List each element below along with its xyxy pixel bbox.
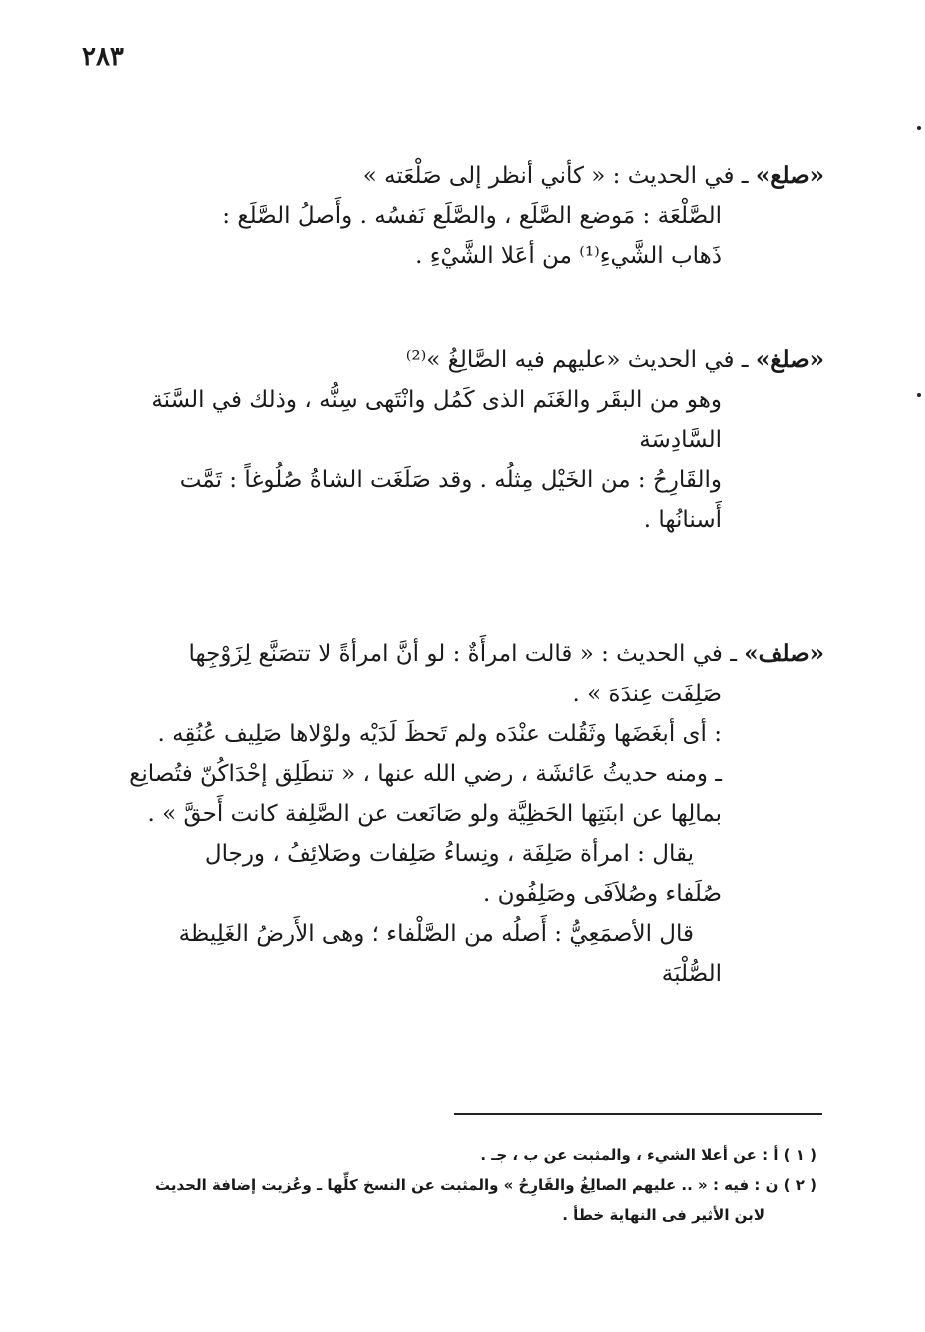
entry-headword: «صلع» <box>755 162 824 189</box>
entry-line: ـ في الحديث : « كأني أنظر إلى صَلْعَته » <box>362 163 749 189</box>
entry-line: بمالِها عن ابنَتِها الحَظِيَّة ولو صَانَعت عن الصَّلِفة كانت أَحقَّ » . <box>147 801 722 827</box>
entry-line: ـ في الحديث «عليهم فيه الصَّالِغُ »⁽²⁾ <box>405 347 749 373</box>
entry-line: السَّادِسَة <box>639 427 722 453</box>
entry-line: قال الأصمَعِيُّ : أَصلُه من الصَّلْفاء ؛ وهى الأَرضُ الغَلِيظة <box>178 921 694 947</box>
margin-dot <box>917 393 921 397</box>
entry-line: الصَّلْعَة : مَوضع الصَّلَع ، والصَّلَع نَفسُه . وأَصلُ الصَّلَع : <box>222 203 722 229</box>
margin-dot <box>917 126 921 130</box>
page-number: ٢٨٣ <box>82 42 124 72</box>
entry-line: صَلِفَت عِندَهَ » . <box>572 681 722 707</box>
footnote: ( ١ ) أ : عن أعلا الشيء ، والمثبت عن ب ، جـ . <box>480 1146 817 1164</box>
entry-line: والقَارِحُ : من الخَيْل مِثلُه . وقد صَلَغَت الشاةُ صُلُوغاً : تَمَّت <box>179 467 722 493</box>
entry-line: يقال : امرأة صَلِفَة ، ونِساءُ صَلِفات وصَلائِفُ ، ورجال <box>204 841 694 867</box>
entry-line: أَسنانُها . <box>643 507 722 533</box>
entry-line: الصُّلْبَة <box>661 961 722 987</box>
footnote: لابن الأثير فى النهاية خطأ . <box>562 1206 765 1224</box>
entry-line: ـ في الحديث : « قالت امرأَةٌ : لو أنَّ امرأةً لا تتصَنَّع لِزَوْجِها <box>188 641 737 667</box>
entry-headword: «صلغ» <box>755 346 824 373</box>
entry-salaf <box>129 634 824 994</box>
entry-headword: «صلف» <box>744 640 824 667</box>
entry-line: وهو من البقَر والغَنَم الذى كَمُل وانْتَهى سِنُّه ، وذلك في السَّنَة <box>151 387 722 413</box>
footnote-divider <box>454 1113 822 1115</box>
entry-line: صُلَفاء وصُلاَفَى وصَلِفُون . <box>482 881 722 907</box>
entry-line: ذَهاب الشَّيءِ⁽¹⁾ من أعَلا الشَّيْءِ . <box>415 243 722 269</box>
entry-line: : أى أبغَضَها وثَقُلت عنْدَه ولم تَحظَ لَدَيْه ولوْلاها صَلِيف عُنُقِه . <box>157 721 722 747</box>
entry-salagh <box>151 340 824 540</box>
entry-sala <box>222 156 824 276</box>
footnote: ( ٢ ) ن : فيه : « .. عليهم الصالِغُ والقَارِحُ » والمثبت عن النسخ كلِّها ـ وعُزيت إضافة الحديث <box>155 1176 817 1194</box>
footnotes <box>155 1140 817 1230</box>
entry-line: ـ ومنه حديثُ عَائشَة ، رضي الله عنها ، « تنطَلِق إحْدَاكُنّ فتُصانِع <box>129 761 722 787</box>
